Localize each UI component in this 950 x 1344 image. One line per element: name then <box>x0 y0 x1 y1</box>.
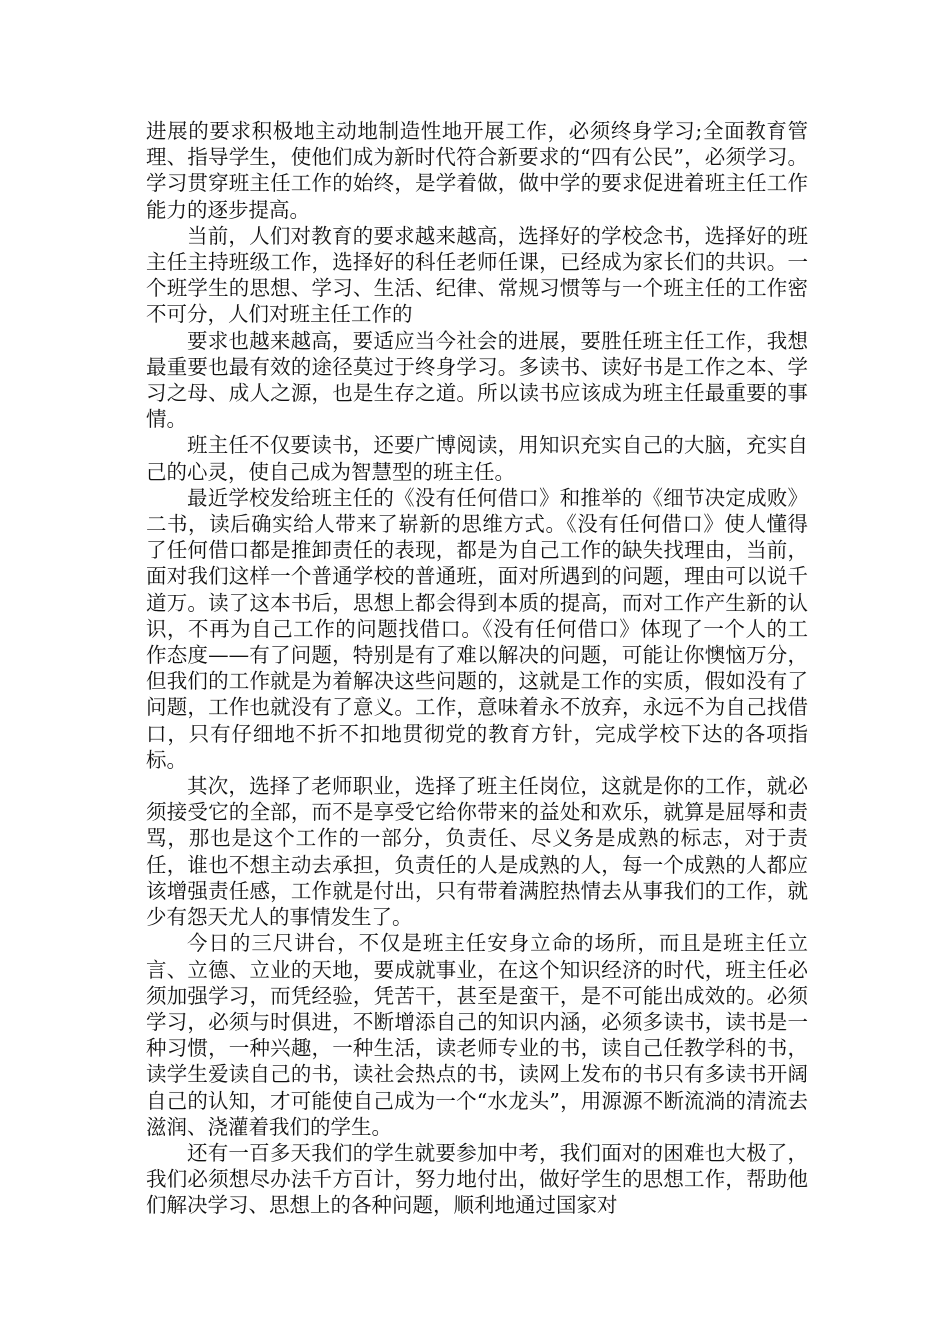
paragraph: 进展的要求积极地主动地制造性地开展工作，必须终身学习;全面教育管理、指导学生，使他们成为新时代符合新要求的“四有公民”，必须学习。学习贯穿班主任工作的始终，是学着做，做中学的要求促进着班主任工作能力的逐步提高。 <box>146 119 808 222</box>
document-body <box>146 118 808 1219</box>
paragraph: 今日的三尺讲台，不仅是班主任安身立命的场所，而且是班主任立言、立德、立业的天地，要成就事业，在这个知识经济的时代，班主任必须加强学习，而凭经验，凭苦干，甚至是蛮干，是不可能出成效的。必须学习，必须与时俱进，不断增添自己的知识内涵，必须多读书，读书是一种习惯，一种兴趣，一种生活，读老师专业的书，读自己任教学科的书，读学生爱读自己的书，读社会热点的书，读网上发布的书只有多读书开阔自己的认知，才可能使自己成为一个“水龙头”，用源源不断流淌的清流去滋润、浇灌着我们的学生。 <box>146 931 808 1139</box>
paragraph: 其次，选择了老师职业，选择了班主任岗位，这就是你的工作，就必须接受它的全部，而不是享受它给你带来的益处和欢乐，就算是屈辱和责骂，那也是这个工作的一部分，负责任、尽义务是成熟的标志，对于责任，谁也不想主动去承担，负责任的人是成熟的人，每一个成熟的人都应该增强责任感，工作就是付出，只有带着满腔热情去从事我们的工作，就少有怨天尤人的事情发生了。 <box>146 774 808 930</box>
paragraph: 最近学校发给班主任的《没有任何借口》和推举的《细节决定成败》二书，读后确实给人带来了崭新的思维方式。《没有任何借口》使人懂得了任何借口都是推卸责任的表现，都是为自己工作的缺失找理由，当前，面对我们这样一个普通学校的普通班，面对所遇到的问题，理由可以说千道万。读了这本书后，思想上都会得到本质的提高，而对工作产生新的认识，不再为自己工作的问题找借口。《没有任何借口》体现了一个人的工作态度——有了问题，特别是有了难以解决的问题，可能让你懊恼万分，但我们的工作就是为着解决这些问题的，这就是工作的实质，假如没有了问题，工作也就没有了意义。工作，意味着永不放弃，永远不为自己找借口，只有仔细地不折不扣地贯彻党的教育方针，完成学校下达的各项指标。 <box>146 485 808 772</box>
paragraph: 要求也越来越高，要适应当今社会的进展，要胜任班主任工作，我想最重要也最有效的途径莫过于终身学习。多读书、读好书是工作之本、学习之母、成人之源，也是生存之道。所以读书应该成为班主任最重要的事情。 <box>146 328 808 432</box>
paragraph: 还有一百多天我们的学生就要参加中考，我们面对的困难也大极了，我们必须想尽办法千方百计，努力地付出，做好学生的思想工作，帮助他们解决学习、思想上的各种问题，顺利地通过国家对 <box>146 1140 808 1218</box>
paragraph: 班主任不仅要读书，还要广博阅读，用知识充实自己的大脑，充实自己的心灵，使自己成为智慧型的班主任。 <box>146 433 808 484</box>
paragraph: 当前，人们对教育的要求越来越高，选择好的学校念书，选择好的班主任主持班级工作，选择好的科任老师任课，已经成为家长们的共识。一个班学生的思想、学习、生活、纪律、常规习惯等与一个班主任的工作密不可分，人们对班主任工作的 <box>146 223 808 327</box>
